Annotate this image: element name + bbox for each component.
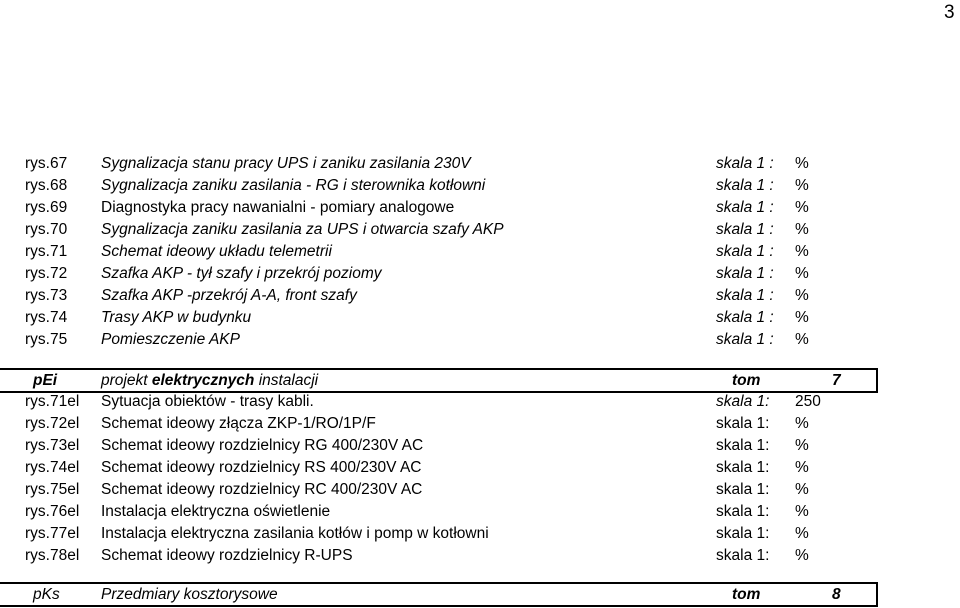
drawing-title: Instalacja elektryczna oświetlenie: [101, 503, 331, 520]
drawing-scale-value: %: [795, 415, 809, 432]
list-item: [0, 435, 960, 456]
list-item: [0, 263, 960, 284]
list-item: [0, 501, 960, 522]
drawing-scale: skala 1 :: [716, 177, 774, 194]
list-item: [0, 479, 960, 500]
list-item: [0, 241, 960, 262]
drawing-title: Pomieszczenie AKP: [101, 331, 240, 348]
drawing-scale: skala 1 :: [716, 265, 774, 282]
section-title-part2: instalacji: [258, 372, 319, 389]
drawing-scale-value: %: [795, 287, 809, 304]
drawing-title: Trasy AKP w budynku: [101, 309, 252, 326]
list-item: [0, 307, 960, 328]
drawing-title: Sygnalizacja zaniku zasilania za UPS i otwarcia szafy AKP: [101, 221, 504, 238]
list-item: [0, 175, 960, 196]
list-item: [0, 545, 960, 566]
drawing-title: Szafka AKP -przekrój A-A, front szafy: [101, 287, 357, 304]
drawing-scale-value: %: [795, 221, 809, 238]
drawing-scale: skala 1 :: [716, 199, 774, 216]
drawing-code: rys.78el: [25, 547, 80, 564]
page-number: 3: [944, 2, 955, 23]
drawing-code: rys.67: [25, 155, 68, 172]
drawing-scale: skala 1 :: [716, 287, 774, 304]
drawing-title: Schemat ideowy rozdzielnicy R-UPS: [101, 547, 353, 564]
drawing-title: Schemat ideowy rozdzielnicy RS 400/230V AC: [101, 459, 422, 476]
section-code: pKs: [33, 586, 60, 603]
drawing-scale: skala 1:: [716, 415, 770, 432]
drawing-scale-value: %: [795, 199, 809, 216]
drawing-code: rys.77el: [25, 525, 80, 542]
drawing-scale-value: 250: [795, 393, 821, 410]
tom-label: tom: [732, 372, 761, 389]
drawing-title: Schemat ideowy rozdzielnicy RG 400/230V AC: [101, 437, 424, 454]
drawing-code: rys.72el: [25, 415, 80, 432]
list-item: [0, 329, 960, 350]
drawing-scale: skala 1 :: [716, 155, 774, 172]
drawing-scale: skala 1:: [716, 459, 770, 476]
drawing-code: rys.74: [25, 309, 68, 326]
drawing-code: rys.71: [25, 243, 68, 260]
drawing-scale: skala 1 :: [716, 221, 774, 238]
drawing-scale-value: %: [795, 243, 809, 260]
drawing-title: Szafka AKP - tył szafy i przekrój poziomy: [101, 265, 382, 282]
drawing-scale: skala 1 :: [716, 309, 774, 326]
drawing-scale: skala 1:: [716, 481, 770, 498]
drawing-code: rys.71el: [25, 393, 80, 410]
drawing-title: Instalacja elektryczna zasilania kotłów i pomp w kotłowni: [101, 525, 489, 542]
drawing-scale: skala 1 :: [716, 331, 774, 348]
drawing-code: rys.76el: [25, 503, 80, 520]
drawing-title: Sytuacja obiektów - trasy kabli.: [101, 393, 314, 410]
drawing-code: rys.73: [25, 287, 68, 304]
section-header-pei: [0, 368, 878, 393]
list-item: [0, 391, 960, 412]
drawing-scale-value: %: [795, 503, 809, 520]
drawing-scale-value: %: [795, 437, 809, 454]
list-item: [0, 413, 960, 434]
drawing-scale: skala 1:: [716, 393, 770, 410]
section-title: [101, 370, 318, 391]
drawing-scale-value: %: [795, 265, 809, 282]
drawing-code: rys.69: [25, 199, 68, 216]
drawing-scale: skala 1 :: [716, 243, 774, 260]
drawing-title: Diagnostyka pracy nawanialni - pomiary analogowe: [101, 199, 455, 216]
section-title-bold: elektrycznych: [151, 372, 255, 389]
drawing-code: rys.72: [25, 265, 68, 282]
drawing-scale-value: %: [795, 547, 809, 564]
drawing-code: rys.73el: [25, 437, 80, 454]
list-item: [0, 219, 960, 240]
tom-number: 8: [832, 586, 841, 603]
section-title-part1: projekt: [101, 372, 148, 389]
drawing-scale: skala 1:: [716, 437, 770, 454]
drawing-code: rys.75: [25, 331, 68, 348]
drawing-scale-value: %: [795, 525, 809, 542]
drawing-code: rys.68: [25, 177, 68, 194]
drawing-code: rys.70: [25, 221, 68, 238]
drawing-code: rys.74el: [25, 459, 80, 476]
drawing-code: rys.75el: [25, 481, 80, 498]
drawing-scale-value: %: [795, 309, 809, 326]
drawing-scale-value: %: [795, 331, 809, 348]
drawing-title: Sygnalizacja stanu pracy UPS i zaniku zasilania 230V: [101, 155, 471, 172]
drawing-title: Schemat ideowy układu telemetrii: [101, 243, 332, 260]
drawing-scale: skala 1:: [716, 503, 770, 520]
drawing-scale-value: %: [795, 155, 809, 172]
drawing-title: Schemat ideowy rozdzielnicy RC 400/230V AC: [101, 481, 423, 498]
tom-label: tom: [732, 586, 761, 603]
drawing-title: Sygnalizacja zaniku zasilania - RG i sterownika kotłowni: [101, 177, 486, 194]
tom-number: 7: [832, 372, 841, 389]
list-item: [0, 285, 960, 306]
drawing-scale-value: %: [795, 459, 809, 476]
drawing-scale: skala 1:: [716, 525, 770, 542]
section-title: Przedmiary kosztorysowe: [101, 586, 278, 603]
list-item: [0, 197, 960, 218]
list-item: [0, 457, 960, 478]
list-item: [0, 523, 960, 544]
drawing-scale-value: %: [795, 177, 809, 194]
section-header-pks: [0, 582, 878, 607]
drawing-scale-value: %: [795, 481, 809, 498]
list-item: [0, 153, 960, 174]
drawing-scale: skala 1:: [716, 547, 770, 564]
drawing-title: Schemat ideowy złącza ZKP-1/RO/1P/F: [101, 415, 376, 432]
section-code: pEi: [33, 372, 58, 389]
